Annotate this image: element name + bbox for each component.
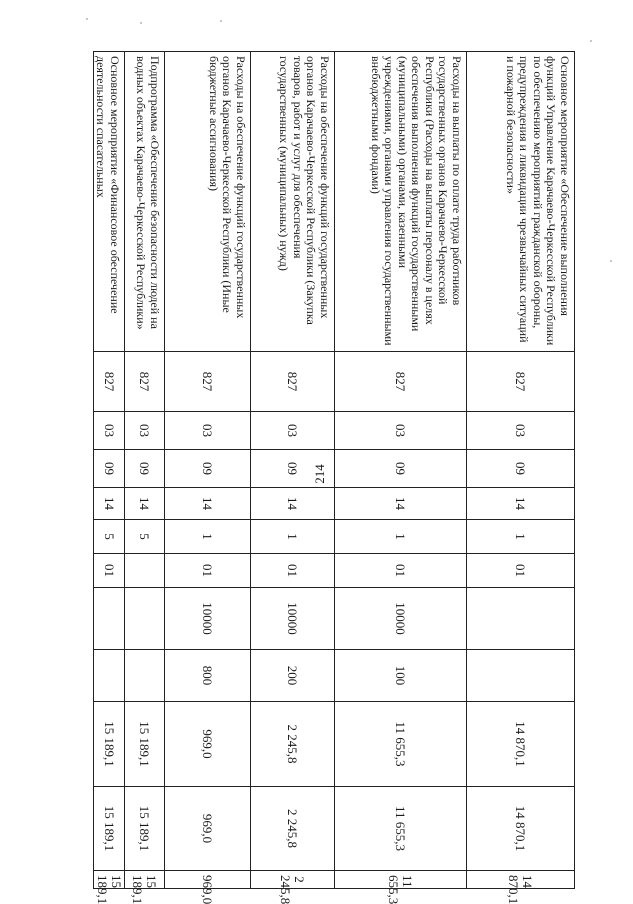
cell-amount-3: 2 245,8 (251, 871, 335, 889)
cell-subsection: 09 (125, 450, 165, 488)
cell-direction: 10000 (335, 588, 467, 650)
cell-expense-type: 800 (165, 650, 251, 702)
cell-subprogram: 5 (125, 520, 165, 554)
cell-program: 14 (94, 488, 125, 520)
cell-amount-1: 11 655,3 (335, 702, 467, 787)
cell-main-event: 01 (251, 554, 335, 588)
cell-section: 03 (165, 412, 251, 450)
cell-amount-1: 14 870,1 (467, 702, 575, 787)
cell-subprogram: 5 (94, 520, 125, 554)
cell-amount-2: 15 189,1 (94, 787, 125, 871)
cell-amount-2: 15 189,1 (125, 787, 165, 871)
budget-table (93, 51, 575, 904)
cell-expense-type (467, 650, 575, 702)
cell-direction (94, 588, 125, 650)
cell-subprogram: 1 (165, 520, 251, 554)
cell-program: 14 (335, 488, 467, 520)
cell-ministry: 827 (251, 352, 335, 412)
cell-subsection: 09 (165, 450, 251, 488)
cell-amount-1: 15 189,1 (94, 702, 125, 787)
cell-direction (125, 588, 165, 650)
cell-amount-2: 969,0 (165, 787, 251, 871)
page-number: 214 (312, 464, 327, 484)
cell-name: Основное мероприятие «Обеспечение выполнения функций Управление Карачаево-Черкесской Республики по обеспечению мероприятий гражданской обороны, предупреждения и ликвидации чрезвычайных ситуаций и пожарной безопасности» (467, 52, 575, 352)
cell-name: Основное мероприятие «Финансовое обеспечение деятельности спасательных (94, 52, 125, 352)
cell-subprogram: 1 (251, 520, 335, 554)
cell-expense-type: 100 (335, 650, 467, 702)
cell-section: 03 (125, 412, 165, 450)
cell-amount-2: 14 870,1 (467, 787, 575, 871)
cell-amount-3: 969,0 (165, 871, 251, 889)
cell-subprogram: 1 (335, 520, 467, 554)
cell-program: 14 (125, 488, 165, 520)
cell-amount-3: 15 189,1 (125, 871, 165, 889)
cell-name: Подпрограмма «Обеспечение безопасности людей на водных объектах Карачаево-Черкесской Республики» (125, 52, 165, 352)
table-row (467, 52, 575, 889)
cell-expense-type: 200 (251, 650, 335, 702)
cell-section: 03 (467, 412, 575, 450)
cell-direction: 10000 (165, 588, 251, 650)
scan-speck (610, 260, 612, 262)
cell-ministry: 827 (467, 352, 575, 412)
cell-amount-1: 2 245,8 (251, 702, 335, 787)
table-row (165, 52, 251, 889)
scan-speck (140, 22, 142, 24)
table-row (125, 52, 165, 889)
rotated-table-container (94, 51, 575, 904)
cell-section: 03 (251, 412, 335, 450)
table-row (335, 52, 467, 889)
cell-program: 14 (251, 488, 335, 520)
cell-direction: 10000 (251, 588, 335, 650)
cell-expense-type (125, 650, 165, 702)
cell-name: Расходы на выплаты по оплате труда работников государственных органов Карачаево-Черкесской Республики (Расходы на выплаты персоналу в целях обеспечения выполнения функций государственными (муниципальными) органами, казенными учреждениями, органами управления государственными внебюджетными фондами) (335, 52, 467, 352)
cell-section: 03 (335, 412, 467, 450)
cell-main-event: 01 (165, 554, 251, 588)
cell-ministry: 827 (165, 352, 251, 412)
cell-ministry: 827 (335, 352, 467, 412)
cell-main-event: 01 (335, 554, 467, 588)
table-row (251, 52, 335, 889)
scan-speck (590, 40, 592, 42)
cell-main-event: 01 (94, 554, 125, 588)
cell-main-event (125, 554, 165, 588)
cell-amount-2: 11 655,3 (335, 787, 467, 871)
cell-subsection: 09 (94, 450, 125, 488)
cell-ministry: 827 (94, 352, 125, 412)
cell-amount-1: 969,0 (165, 702, 251, 787)
cell-section: 03 (94, 412, 125, 450)
cell-amount-1: 15 189,1 (125, 702, 165, 787)
cell-name: Расходы на обеспечение функций государственных органов Карачаево-Черкесской Республики (Закупка товаров, работ и услуг для обеспечения государственных (муниципальных) нужд) (251, 52, 335, 352)
cell-amount-2: 2 245,8 (251, 787, 335, 871)
cell-ministry: 827 (125, 352, 165, 412)
cell-expense-type (94, 650, 125, 702)
scan-speck (220, 20, 222, 22)
cell-subsection: 09 (335, 450, 467, 488)
cell-subsection: 09 (251, 450, 335, 488)
cell-amount-3: 14 870,1 (467, 871, 575, 889)
cell-subprogram: 1 (467, 520, 575, 554)
cell-subsection: 09 (467, 450, 575, 488)
cell-amount-3: 11 655,3 (335, 871, 467, 889)
table-row (94, 52, 125, 889)
cell-name: Расходы на обеспечение функций государственных органов Карачаево-Черкесской Республики (Иные бюджетные ассигнования) (165, 52, 251, 352)
cell-program: 14 (165, 488, 251, 520)
cell-amount-3: 15 189,1 (94, 871, 125, 889)
cell-program: 14 (467, 488, 575, 520)
cell-main-event: 01 (467, 554, 575, 588)
cell-direction (467, 588, 575, 650)
scan-speck (86, 18, 88, 20)
